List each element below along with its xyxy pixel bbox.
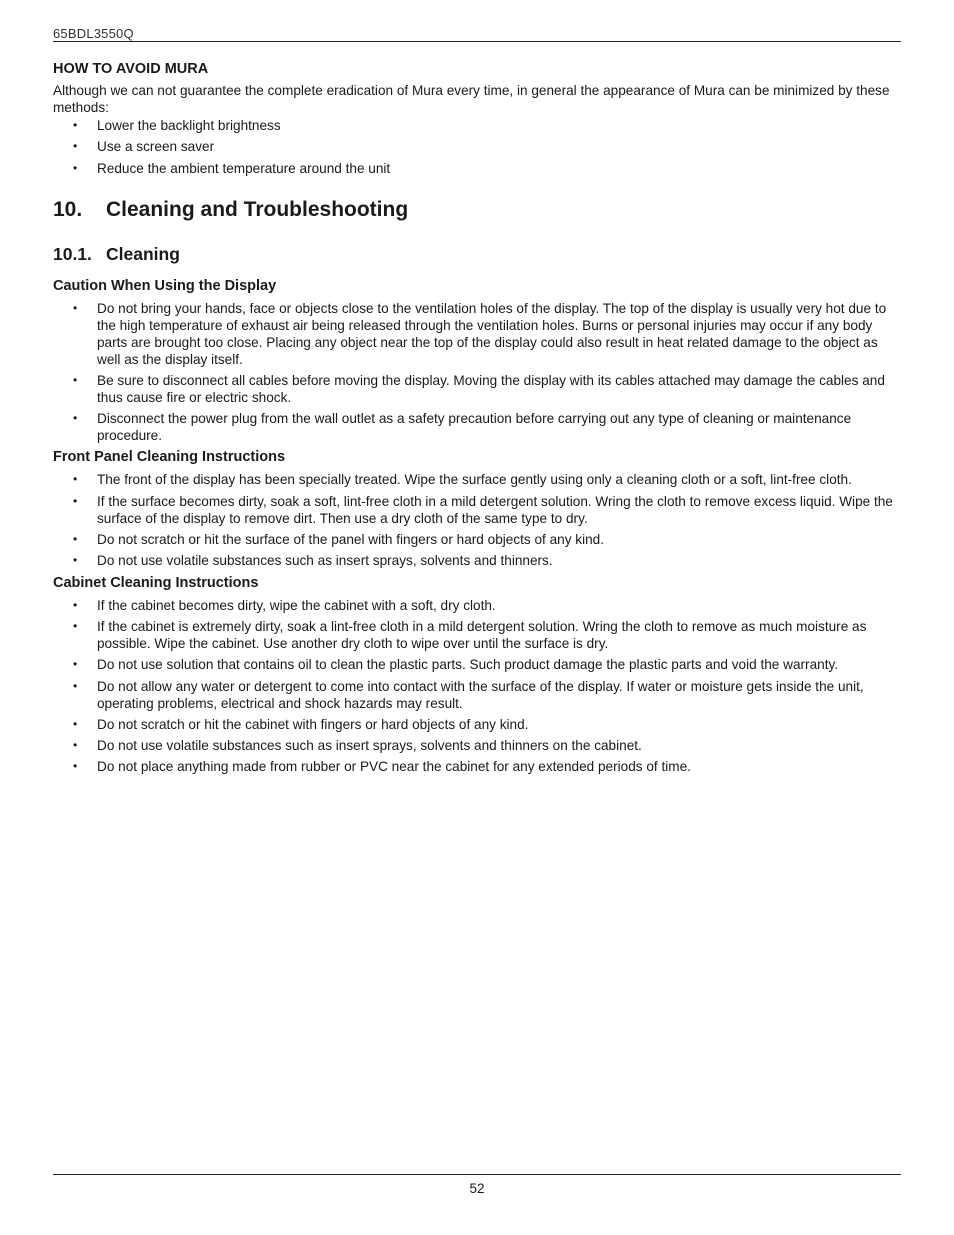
- list-item-text: If the surface becomes dirty, soak a soft, lint-free cloth in a mild detergent solution. Wring the cloth to remove excess liquid. Wipe the surface of the display to remove dirt. Then use a dry cloth of the same type to dry.: [97, 493, 893, 526]
- mura-list: [53, 117, 901, 177]
- cabinet-heading: Cabinet Cleaning Instructions: [53, 574, 259, 591]
- section-number: 10.1.: [53, 243, 92, 264]
- bullet-icon: •: [73, 372, 78, 387]
- list-item: [53, 117, 901, 134]
- list-item: [53, 758, 901, 775]
- cabinet-list: [53, 597, 901, 776]
- header-divider: [53, 41, 901, 42]
- mura-intro: Although we can not guarantee the complete eradication of Mura every time, in general the appearance of Mura can be minimized by these methods:: [53, 83, 890, 115]
- caution-list: [53, 300, 901, 445]
- chapter-title-text: Cleaning and Troubleshooting: [106, 197, 409, 221]
- list-item-text: Do not scratch or hit the surface of the panel with fingers or hard objects of any kind.: [97, 532, 605, 548]
- bullet-icon: •: [73, 472, 78, 487]
- list-item-text: If the cabinet is extremely dirty, soak a lint-free cloth in a mild detergent solution. Wring the cloth to remove as much moisture as possible. Wipe the cabinet. Use another dry cloth to wipe over until the surface is dry.: [97, 618, 867, 651]
- list-item-text: Do not use volatile substances such as insert sprays, solvents and thinners on the cabinet.: [97, 738, 642, 754]
- list-item-text: Be sure to disconnect all cables before moving the display. Moving the display with its cables attached may damage the cables and thus cause fire or electric shock.: [97, 372, 885, 405]
- list-item-text: Use a screen saver: [97, 139, 215, 155]
- list-item: [53, 138, 901, 155]
- list-item: [53, 618, 901, 652]
- list-item: [53, 471, 901, 488]
- list-item: [53, 678, 901, 712]
- list-item: [53, 160, 901, 177]
- footer-divider: [53, 1174, 901, 1175]
- bullet-icon: •: [73, 738, 78, 753]
- list-item: [53, 737, 901, 754]
- list-item-text: The front of the display has been specially treated. Wipe the surface gently using only a cleaning cloth or a soft, lint-free cloth.: [97, 472, 852, 488]
- bullet-icon: •: [73, 532, 78, 547]
- header-model-number: 65BDL3550Q: [53, 26, 134, 41]
- list-item-text: Do not scratch or hit the cabinet with fingers or hard objects of any kind.: [97, 716, 529, 732]
- bullet-icon: •: [73, 678, 78, 693]
- list-item-text: Do not allow any water or detergent to come into contact with the surface of the display. If water or moisture gets inside the unit, operating problems, electrical and shock hazards may result.: [97, 678, 864, 711]
- bullet-icon: •: [73, 300, 78, 315]
- list-item: [53, 300, 901, 368]
- bullet-icon: •: [73, 139, 78, 154]
- list-item: [53, 656, 901, 673]
- mura-heading: HOW TO AVOID MURA: [53, 61, 209, 77]
- bullet-icon: •: [73, 597, 78, 612]
- bullet-icon: •: [73, 553, 78, 568]
- list-item: [53, 552, 901, 569]
- list-item: [53, 372, 901, 406]
- list-item-text: Do not use solution that contains oil to clean the plastic parts. Such product damage the plastic parts and void the warranty.: [97, 657, 839, 673]
- chapter-number: 10.: [53, 197, 83, 221]
- list-item-text: Disconnect the power plug from the wall outlet as a safety precaution before carrying out any type of cleaning or maintenance procedure.: [97, 411, 852, 444]
- bullet-icon: •: [73, 411, 78, 426]
- caution-heading: Caution When Using the Display: [53, 277, 277, 294]
- bullet-icon: •: [73, 618, 78, 633]
- list-item-text: If the cabinet becomes dirty, wipe the cabinet with a soft, dry cloth.: [97, 597, 496, 613]
- list-item: [53, 531, 901, 548]
- bullet-icon: •: [73, 716, 78, 731]
- list-item: [53, 493, 901, 527]
- bullet-icon: •: [73, 657, 78, 672]
- front-panel-list: [53, 471, 901, 569]
- section-title: [53, 243, 901, 265]
- list-item: [53, 597, 901, 614]
- bullet-icon: •: [73, 759, 78, 774]
- bullet-icon: •: [73, 493, 78, 508]
- section-title-text: Cleaning: [106, 243, 180, 264]
- list-item-text: Do not place anything made from rubber or PVC near the cabinet for any extended periods of time.: [97, 759, 691, 775]
- list-item-text: Do not use volatile substances such as insert sprays, solvents and thinners.: [97, 553, 553, 569]
- list-item-text: Lower the backlight brightness: [97, 118, 281, 133]
- front-panel-heading: Front Panel Cleaning Instructions: [53, 449, 286, 466]
- list-item: [53, 410, 901, 444]
- page-content: [53, 60, 901, 780]
- list-item: [53, 716, 901, 733]
- list-item-text: Do not bring your hands, face or objects close to the ventilation holes of the display. The top of the display is usually very hot due to the high temperature of exhaust air being released through the ventilation holes. Burns or personal injuries may occur if any body parts are brought too close. Placing any object near the top of the display could also result in heat related damage to the object as well as the display itself.: [97, 300, 887, 367]
- list-item-text: Reduce the ambient temperature around the unit: [97, 160, 391, 176]
- bullet-icon: •: [73, 118, 78, 132]
- page-number: 52: [469, 1181, 485, 1196]
- chapter-title: [53, 197, 901, 223]
- bullet-icon: •: [73, 160, 78, 175]
